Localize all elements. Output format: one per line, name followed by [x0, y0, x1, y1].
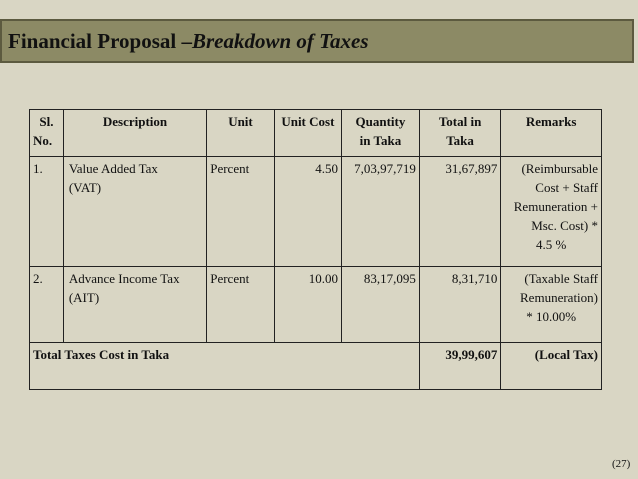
cell-quantity: 7,03,97,719 — [342, 157, 420, 267]
table-row — [30, 267, 602, 343]
table-total-row — [30, 343, 602, 390]
cell-quantity: 83,17,095 — [342, 267, 420, 343]
header-quantity — [342, 110, 420, 157]
header-quantity-line-1: Quantity — [355, 114, 406, 129]
header-remarks: Remarks — [501, 110, 602, 157]
description-line-2: (VAT) — [68, 180, 102, 195]
header-sl — [30, 110, 64, 157]
total-remarks: (Local Tax) — [501, 343, 602, 390]
tax-breakdown-table — [29, 109, 602, 390]
header-unit: Unit — [207, 110, 275, 157]
remarks-line-4: Msc. Cost) * — [531, 218, 598, 233]
total-value: 39,99,607 — [419, 343, 500, 390]
header-total-line-1: Total in — [438, 114, 482, 129]
cell-unit-cost: 10.00 — [274, 267, 341, 343]
header-unit-cost: Unit Cost — [274, 110, 341, 157]
table-row — [30, 157, 602, 267]
cell-remarks — [501, 267, 602, 343]
cell-unit: Percent — [207, 267, 275, 343]
header-sl-line-2: No. — [33, 133, 53, 148]
cell-total: 31,67,897 — [419, 157, 500, 267]
header-total-line-2: Taka — [446, 133, 474, 148]
remarks-line-2: Cost + Staff — [535, 180, 598, 195]
cell-sl: 2. — [30, 267, 64, 343]
cell-unit-cost: 4.50 — [274, 157, 341, 267]
title-italic: Breakdown of Taxes — [191, 28, 369, 53]
remarks-line-3: Remuneration + — [513, 199, 598, 214]
description-line-1: Value Added Tax — [68, 161, 158, 176]
description-line-1: Advance Income Tax — [68, 271, 180, 286]
description-line-2: (AIT) — [68, 290, 100, 305]
header-quantity-line-2: in Taka — [359, 133, 402, 148]
title-main: Financial Proposal – — [8, 28, 192, 53]
remarks-line-5: 4.5 % — [535, 237, 567, 252]
cell-sl: 1. — [30, 157, 64, 267]
total-label: Total Taxes Cost in Taka — [30, 343, 420, 390]
remarks-line-1: (Taxable Staff — [524, 271, 598, 286]
cell-description — [63, 267, 206, 343]
slide-title — [0, 19, 634, 63]
header-total — [419, 110, 500, 157]
table-header-row — [30, 110, 602, 157]
remarks-line-1: (Reimbursable — [521, 161, 598, 176]
cell-remarks — [501, 157, 602, 267]
cell-unit: Percent — [207, 157, 275, 267]
page-number: (27) — [612, 458, 631, 470]
header-description: Description — [63, 110, 206, 157]
cell-total: 8,31,710 — [419, 267, 500, 343]
remarks-line-3: * 10.00% — [526, 309, 577, 324]
remarks-line-2: Remuneration) — [520, 290, 598, 305]
cell-description — [63, 157, 206, 267]
header-sl-line-1: Sl. — [39, 114, 54, 129]
